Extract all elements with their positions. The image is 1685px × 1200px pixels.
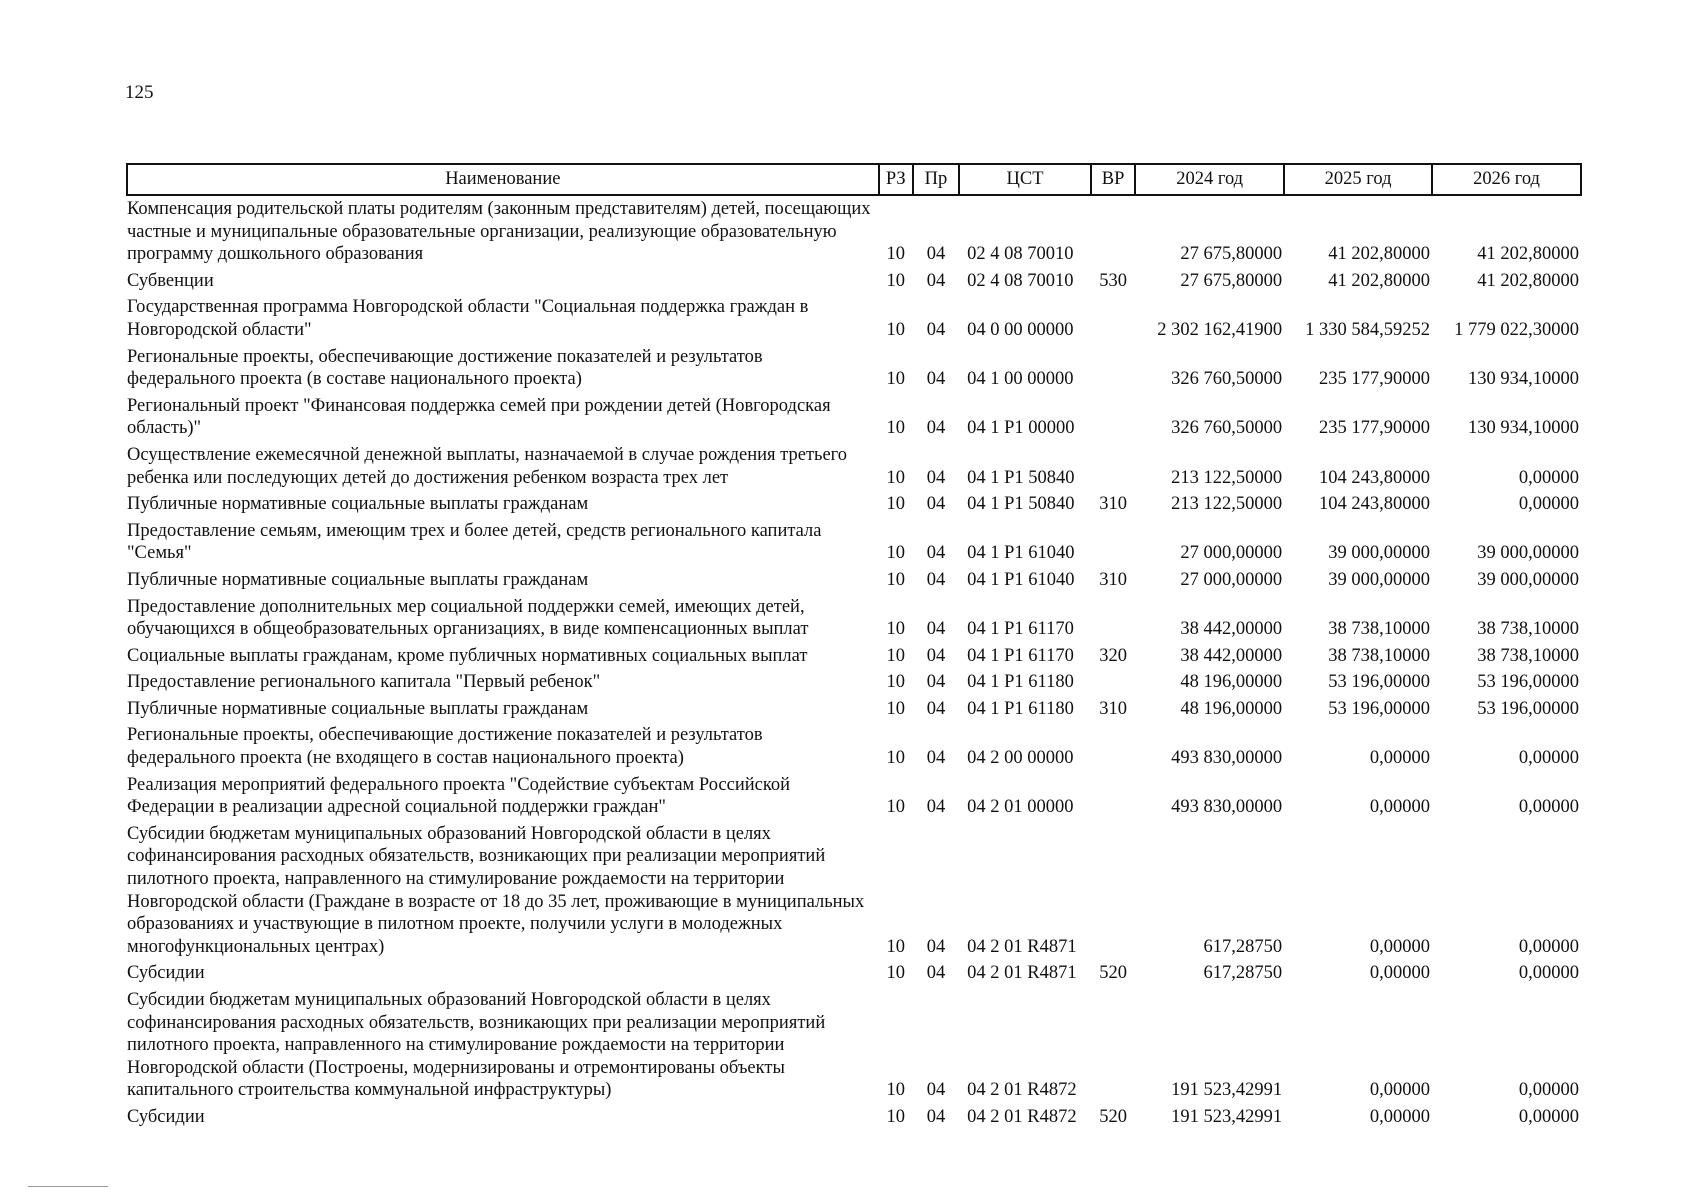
cell-2026: 41 202,80000 xyxy=(1477,244,1579,265)
cell-cst: 02 4 08 70010 xyxy=(967,270,1074,291)
cell-2026: 0,00000 xyxy=(1518,1106,1579,1127)
cell-vr: 320 xyxy=(1099,645,1127,666)
cell-rz: 10 xyxy=(886,369,905,390)
table-row xyxy=(127,268,1581,295)
header-2026: 2026 год xyxy=(1432,164,1581,195)
header-2024: 2024 год xyxy=(1135,164,1284,195)
cell-vr: 520 xyxy=(1099,1106,1127,1127)
cell-vr xyxy=(1091,442,1135,491)
cell-rz: 10 xyxy=(886,619,905,640)
cell-2025: 1 330 584,59252 xyxy=(1305,319,1431,340)
cell-cst: 04 0 00 00000 xyxy=(967,319,1074,340)
cell-2026: 0,00000 xyxy=(1518,748,1579,769)
cell-name: Публичные нормативные социальные выплаты гражданам xyxy=(127,698,589,719)
cell-rz: 10 xyxy=(886,467,905,488)
cell-2026: 39 000,00000 xyxy=(1477,569,1579,590)
cell-rz: 10 xyxy=(886,1106,905,1127)
cell-cst: 04 2 01 R4872 xyxy=(967,1106,1077,1127)
cell-2025: 0,00000 xyxy=(1369,1106,1431,1127)
table-row xyxy=(127,195,1581,268)
cell-rz: 10 xyxy=(886,645,905,666)
cell-cst: 04 1 P1 61180 xyxy=(967,698,1074,719)
cell-vr xyxy=(1091,594,1135,643)
cell-pr: 04 xyxy=(926,645,946,666)
table-row xyxy=(127,696,1581,723)
cell-2024: 191 523,42991 xyxy=(1171,1080,1283,1101)
cell-name: Региональный проект "Финансовая поддержка семей при рождении детей (Новгородская область)" xyxy=(127,395,831,439)
cell-rz: 10 xyxy=(886,1080,905,1101)
cell-2024: 493 830,00000 xyxy=(1171,748,1283,769)
cell-2025: 0,00000 xyxy=(1369,936,1431,957)
cell-pr: 04 xyxy=(926,748,946,769)
cell-2025: 0,00000 xyxy=(1369,797,1431,818)
table-row xyxy=(127,643,1581,670)
cell-name: Социальные выплаты гражданам, кроме публичных нормативных социальных выплат xyxy=(127,645,808,666)
header-name: Наименование xyxy=(127,164,879,195)
table-row xyxy=(127,722,1581,771)
cell-2025: 41 202,80000 xyxy=(1328,270,1431,291)
cell-vr xyxy=(1091,821,1135,961)
table-row xyxy=(127,294,1581,343)
cell-rz: 10 xyxy=(886,569,905,590)
header-pr: Пр xyxy=(913,164,959,195)
cell-rz: 10 xyxy=(886,543,905,564)
table-body xyxy=(127,195,1581,1131)
table-row xyxy=(127,594,1581,643)
header-rz: РЗ xyxy=(879,164,913,195)
cell-2025: 38 738,10000 xyxy=(1328,645,1431,666)
cell-pr: 04 xyxy=(926,494,946,515)
cell-cst: 04 1 P1 61180 xyxy=(967,672,1074,693)
cell-rz: 10 xyxy=(886,494,905,515)
cell-name: Предоставление регионального капитала "Первый ребенок" xyxy=(127,672,601,693)
cell-2025: 39 000,00000 xyxy=(1328,569,1431,590)
cell-vr: 310 xyxy=(1099,494,1127,515)
cell-2024: 48 196,00000 xyxy=(1180,698,1283,719)
cell-2026: 38 738,10000 xyxy=(1477,645,1579,666)
cell-2026: 130 934,10000 xyxy=(1468,369,1579,390)
cell-2026: 130 934,10000 xyxy=(1468,418,1579,439)
cell-name: Публичные нормативные социальные выплаты гражданам xyxy=(127,494,589,515)
cell-pr: 04 xyxy=(926,418,946,439)
cell-rz: 10 xyxy=(886,319,905,340)
table-row xyxy=(127,393,1581,442)
cell-name: Региональные проекты, обеспечивающие достижение показателей и результатов федерального проекта (в составе национального проекта) xyxy=(127,346,763,390)
cell-2024: 326 760,50000 xyxy=(1171,369,1283,390)
cell-vr xyxy=(1091,722,1135,771)
cell-pr: 04 xyxy=(926,467,946,488)
cell-name: Региональные проекты, обеспечивающие достижение показателей и результатов федерального проекта (не входящего в состав национального проекта) xyxy=(127,725,763,769)
cell-2025: 39 000,00000 xyxy=(1328,543,1431,564)
table-row xyxy=(127,344,1581,393)
cell-pr: 04 xyxy=(926,1106,946,1127)
cell-rz: 10 xyxy=(886,672,905,693)
cell-vr xyxy=(1091,294,1135,343)
table-row xyxy=(127,567,1581,594)
cell-2026: 0,00000 xyxy=(1518,1080,1579,1101)
cell-pr: 04 xyxy=(926,797,946,818)
cell-name: Реализация мероприятий федерального проекта "Содействие субъектам Российской Федерации в реализации адресной социальной поддержки граждан" xyxy=(127,774,791,818)
cell-cst: 02 4 08 70010 xyxy=(967,244,1074,265)
cell-name: Субсидии бюджетам муниципальных образований Новгородской области в целях софинансирования расходных обязательств, возникающих при реализации мероприятий пилотного проекта, направленного на стимулирование рождаемости на территории Новгородской области (Граждане в возрасте от 18 до 35 лет, проживающие в муниципальных образованиях и участвующие в пилотном проекте, получили услуги в молодежных многофункциональных центрах) xyxy=(127,823,865,957)
header-cst: ЦСТ xyxy=(959,164,1091,195)
cell-2026: 0,00000 xyxy=(1518,797,1579,818)
cell-cst: 04 2 01 R4871 xyxy=(967,963,1077,984)
table-row xyxy=(127,987,1581,1104)
cell-2025: 235 177,90000 xyxy=(1319,418,1431,439)
cell-pr: 04 xyxy=(926,270,946,291)
cell-2024: 27 000,00000 xyxy=(1180,543,1283,564)
cell-cst: 04 2 01 R4871 xyxy=(967,936,1077,957)
cell-rz: 10 xyxy=(886,936,905,957)
table-row xyxy=(127,960,1581,987)
cell-2026: 0,00000 xyxy=(1518,963,1579,984)
cell-cst: 04 2 00 00000 xyxy=(967,748,1074,769)
table-row xyxy=(127,669,1581,696)
header-2025: 2025 год xyxy=(1284,164,1432,195)
cell-name: Субсидии xyxy=(127,963,205,984)
cell-pr: 04 xyxy=(926,963,946,984)
table-row xyxy=(127,442,1581,491)
cell-cst: 04 1 P1 61170 xyxy=(967,619,1074,640)
cell-name: Субвенции xyxy=(127,270,214,291)
cell-2024: 38 442,00000 xyxy=(1180,619,1283,640)
cell-name: Предоставление дополнительных мер социальной поддержки семей, имеющих детей, обучающихся в общеобразовательных организациях, в виде компенсационных выплат xyxy=(127,596,809,640)
cell-2024: 27 675,80000 xyxy=(1180,244,1283,265)
cell-rz: 10 xyxy=(886,748,905,769)
cell-vr: 310 xyxy=(1099,698,1127,719)
cell-2026: 53 196,00000 xyxy=(1477,672,1579,693)
cell-rz: 10 xyxy=(886,698,905,719)
header-vr: ВР xyxy=(1091,164,1135,195)
cell-vr xyxy=(1091,344,1135,393)
cell-2024: 493 830,00000 xyxy=(1171,797,1283,818)
cell-name: Публичные нормативные социальные выплаты гражданам xyxy=(127,569,589,590)
cell-cst: 04 1 00 00000 xyxy=(967,369,1074,390)
cell-2024: 27 000,00000 xyxy=(1180,569,1283,590)
cell-2025: 53 196,00000 xyxy=(1328,698,1431,719)
cell-2025: 53 196,00000 xyxy=(1328,672,1431,693)
page-number: 125 xyxy=(125,82,154,103)
cell-vr: 520 xyxy=(1099,963,1127,984)
cell-name: Осуществление ежемесячной денежной выплаты, назначаемой в случае рождения третьего ребенка или последующих детей до достижения ребенком возраста трех лет xyxy=(127,444,848,488)
cell-2024: 48 196,00000 xyxy=(1180,672,1283,693)
cell-2025: 0,00000 xyxy=(1369,1080,1431,1101)
footer-rule xyxy=(28,1186,108,1187)
cell-2026: 38 738,10000 xyxy=(1477,619,1579,640)
cell-vr: 310 xyxy=(1099,569,1127,590)
table-row xyxy=(127,772,1581,821)
cell-2024: 326 760,50000 xyxy=(1171,418,1283,439)
table-row xyxy=(127,518,1581,567)
cell-2024: 191 523,42991 xyxy=(1171,1106,1283,1127)
cell-name: Государственная программа Новгородской области "Социальная поддержка граждан в Новгородской области" xyxy=(127,297,809,340)
cell-pr: 04 xyxy=(926,244,946,265)
cell-cst: 04 1 P1 61170 xyxy=(967,645,1074,666)
cell-cst: 04 1 P1 61040 xyxy=(967,543,1075,564)
cell-cst: 04 1 P1 00000 xyxy=(967,418,1075,439)
cell-cst: 04 2 01 R4872 xyxy=(967,1080,1077,1101)
cell-name: Компенсация родительской платы родителям (законным представителям) детей, посещающих частные и муниципальные образовательные организации, реализующие образовательную программу дошкольного образования xyxy=(127,199,871,265)
cell-pr: 04 xyxy=(926,619,946,640)
cell-name: Предоставление семьям, имеющим трех и более детей, средств регионального капитала "Семья" xyxy=(127,520,822,564)
cell-rz: 10 xyxy=(886,418,905,439)
cell-2025: 104 243,80000 xyxy=(1319,467,1431,488)
cell-pr: 04 xyxy=(926,936,946,957)
cell-2026: 39 000,00000 xyxy=(1477,543,1579,564)
cell-2026: 1 779 022,30000 xyxy=(1454,319,1579,340)
cell-cst: 04 1 P1 61040 xyxy=(967,569,1075,590)
cell-pr: 04 xyxy=(926,1080,946,1101)
cell-name: Субсидии бюджетам муниципальных образований Новгородской области в целях софинансирования расходных обязательств, возникающих при реализации мероприятий пилотного проекта, направленного на стимулирование рождаемости на территории Новгородской области (Построены, модернизированы и отремонтированы объекты капитального строительства коммунальной инфраструктуры) xyxy=(127,990,826,1101)
cell-2024: 2 302 162,41900 xyxy=(1157,319,1283,340)
table-header-row xyxy=(127,164,1581,195)
cell-2025: 38 738,10000 xyxy=(1328,619,1431,640)
cell-vr xyxy=(1091,195,1135,268)
cell-2024: 617,28750 xyxy=(1203,936,1283,957)
cell-2025: 0,00000 xyxy=(1369,748,1431,769)
table-row xyxy=(127,821,1581,961)
cell-pr: 04 xyxy=(926,543,946,564)
table-row xyxy=(127,1104,1581,1131)
cell-2024: 213 122,50000 xyxy=(1171,494,1283,515)
cell-vr xyxy=(1091,393,1135,442)
cell-vr xyxy=(1091,518,1135,567)
cell-2026: 41 202,80000 xyxy=(1477,270,1579,291)
cell-2025: 41 202,80000 xyxy=(1328,244,1431,265)
cell-cst: 04 1 P1 50840 xyxy=(967,494,1075,515)
cell-2025: 104 243,80000 xyxy=(1319,494,1431,515)
cell-cst: 04 1 P1 50840 xyxy=(967,467,1075,488)
cell-pr: 04 xyxy=(926,569,946,590)
cell-2025: 0,00000 xyxy=(1369,963,1431,984)
cell-2024: 617,28750 xyxy=(1203,963,1283,984)
cell-2025: 235 177,90000 xyxy=(1319,369,1431,390)
cell-2026: 0,00000 xyxy=(1518,467,1579,488)
cell-rz: 10 xyxy=(886,244,905,265)
cell-pr: 04 xyxy=(926,319,946,340)
cell-2026: 0,00000 xyxy=(1518,494,1579,515)
cell-2024: 27 675,80000 xyxy=(1180,270,1283,291)
budget-table xyxy=(126,163,1582,1131)
cell-name: Субсидии xyxy=(127,1106,205,1127)
cell-vr xyxy=(1091,987,1135,1104)
cell-vr xyxy=(1091,669,1135,696)
cell-2026: 0,00000 xyxy=(1518,936,1579,957)
cell-2024: 213 122,50000 xyxy=(1171,467,1283,488)
cell-pr: 04 xyxy=(926,698,946,719)
cell-2026: 53 196,00000 xyxy=(1477,698,1579,719)
cell-2024: 38 442,00000 xyxy=(1180,645,1283,666)
cell-vr: 530 xyxy=(1099,270,1127,291)
cell-rz: 10 xyxy=(886,797,905,818)
cell-vr xyxy=(1091,772,1135,821)
cell-cst: 04 2 01 00000 xyxy=(967,797,1074,818)
cell-pr: 04 xyxy=(926,672,946,693)
cell-rz: 10 xyxy=(886,270,905,291)
cell-rz: 10 xyxy=(886,963,905,984)
table-row xyxy=(127,491,1581,518)
cell-pr: 04 xyxy=(926,369,946,390)
